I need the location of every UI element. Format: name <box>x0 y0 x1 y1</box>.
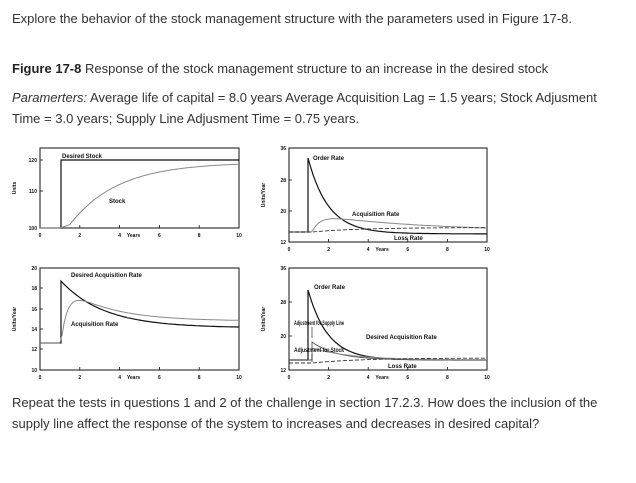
y-tick-label: 120 <box>28 158 37 164</box>
x-tick-label: 0 <box>38 233 42 239</box>
panel-top-right <box>261 146 490 253</box>
label-acquisition-rate: Acquisition Rate <box>352 212 400 218</box>
label-desired-acquisition-rate: Desired Acquisition Rate <box>366 335 437 341</box>
desired-stock-line <box>40 160 239 228</box>
y-tick-label: 12 <box>280 240 286 246</box>
x-tick-label: 4 <box>366 375 370 381</box>
x-tick-label: 6 <box>158 233 161 239</box>
y-axis-label: Units/Year <box>12 306 18 332</box>
x-tick-label: 8 <box>446 247 449 253</box>
x-tick-label: 0 <box>38 375 42 381</box>
label-loss-rate: Loss Rate <box>388 364 417 370</box>
x-tick-label: 10 <box>484 247 490 253</box>
x-tick-label: 6 <box>406 247 410 253</box>
label-loss-rate: Loss Rate <box>394 236 423 242</box>
y-tick-label: 110 <box>28 189 37 195</box>
y-tick-label: 10 <box>31 368 37 374</box>
y-tick-label: 12 <box>280 368 286 374</box>
y-axis-label: Units/Year <box>261 182 267 208</box>
caption-text: Response of the stock management structure to an increase in the desired stock <box>81 61 549 76</box>
x-tick-label: 8 <box>197 233 201 239</box>
x-tick-label: 2 <box>78 233 82 239</box>
x-tick-label: 4 <box>118 233 121 239</box>
y-tick-label: 14 <box>31 327 37 333</box>
x-tick-label: 4 <box>366 247 370 253</box>
acquisition-rate-line <box>289 219 487 232</box>
x-tick-label: 6 <box>158 375 161 381</box>
figure-label: Figure 17-8 <box>12 61 82 76</box>
desired-acquisition-rate-line <box>40 281 239 343</box>
x-tick-label: 10 <box>236 375 242 381</box>
y-axis-label: Units/Year <box>261 306 267 332</box>
label-order-rate: Order Rate <box>314 285 346 291</box>
y-tick-label: 20 <box>280 334 286 340</box>
y-tick-label: 36 <box>280 266 286 272</box>
label-order-rate: Order Rate <box>313 156 345 162</box>
acquisition-rate-line <box>40 300 239 343</box>
x-tick-label: 10 <box>236 233 242 239</box>
y-axis-label: Units <box>12 181 18 195</box>
panel-bottom-left <box>12 266 242 381</box>
y-tick-label: 20 <box>280 209 286 215</box>
y-tick-label: 28 <box>280 300 286 306</box>
panel-top-left <box>12 148 242 239</box>
y-tick-label: 18 <box>31 286 37 292</box>
x-tick-label: 10 <box>484 375 490 381</box>
x-axis-label: Years <box>126 233 141 239</box>
label-adjustment-stock: Adjustment for Stock <box>294 348 345 354</box>
figure-panels <box>12 146 490 381</box>
y-tick-label: 20 <box>31 266 37 272</box>
loss-rate-line <box>289 228 487 232</box>
x-tick-label: 2 <box>78 375 82 381</box>
y-tick-label: 28 <box>280 178 286 184</box>
x-tick-label: 8 <box>446 375 449 381</box>
panel-bottom-right <box>261 266 490 381</box>
x-tick-label: 8 <box>197 375 201 381</box>
parameters-values: Average life of capital = 8.0 years Average Acquisition Lag = 1.5 years; Stock Adjusment Time = 3.0 years; Supply Line Adjusment Time = 0.75 years. <box>12 90 597 126</box>
x-tick-label: 4 <box>118 375 121 381</box>
x-tick-label: 0 <box>287 247 291 253</box>
y-tick-label: 100 <box>28 226 37 232</box>
y-tick-label: 36 <box>280 146 286 152</box>
y-tick-label: 12 <box>31 347 37 353</box>
label-adjustment-supply-line: Adjustment for Supply Line <box>294 321 345 327</box>
intro-text: Explore the behavior of the stock management structure with the parameters used in Figure 17-8. <box>12 11 573 26</box>
x-tick-label: 0 <box>287 375 291 381</box>
parameters-lead: Paramerters: <box>12 90 88 105</box>
x-axis-label: Years <box>375 247 389 253</box>
label-desired-acquisition-rate: Desired Acquisition Rate <box>71 273 142 279</box>
x-axis-label: Years <box>126 375 141 381</box>
stock-line <box>40 164 239 228</box>
y-tick-label: 16 <box>31 307 37 313</box>
label-stock: Stock <box>109 199 126 205</box>
x-tick-label: 2 <box>327 375 330 381</box>
label-acquisition-rate: Acquisition Rate <box>71 322 119 328</box>
x-tick-label: 6 <box>406 375 410 381</box>
panel-frame <box>40 268 239 370</box>
x-tick-label: 2 <box>327 247 330 253</box>
label-desired-stock: Desired Stock <box>62 154 103 160</box>
x-axis-label: Years <box>375 375 389 381</box>
question-text: Repeat the tests in questions 1 and 2 of the challenge in section 17.2.3. How does the inclusion of the supply line affect the response of the system to increases and decreases in desired capital? <box>12 395 598 431</box>
